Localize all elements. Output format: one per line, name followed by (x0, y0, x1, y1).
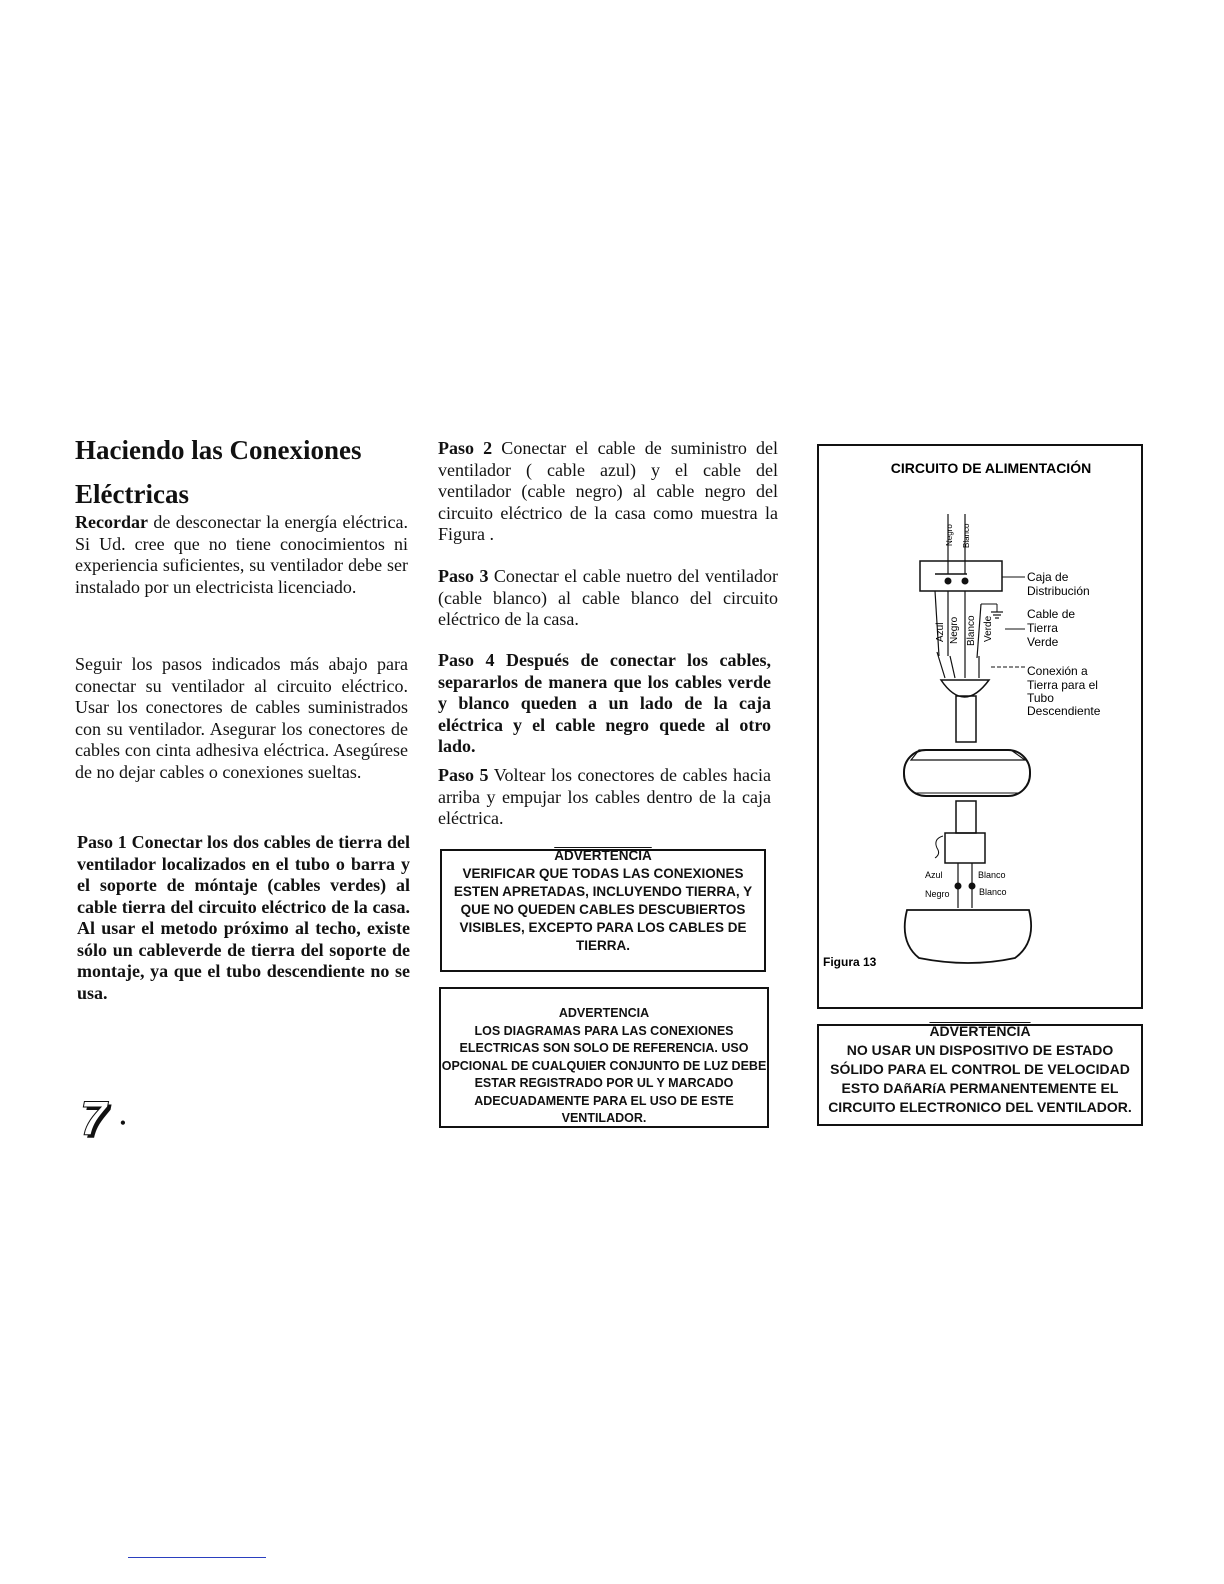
bottom-rule (128, 1557, 266, 1558)
heading-line-2: Eléctricas (75, 479, 189, 509)
step-1-paragraph (77, 832, 410, 1004)
warning-3-text: NO USAR UN DISPOSITIVO DE ESTADO SÓLIDO PARA EL CONTROL DE VELOCIDAD ESTO DAñARíA PERMANENTEMENTE EL CIRCUITO ELECTRONICO DEL VENTILADOR. (828, 1042, 1132, 1115)
page-number-glyph: 7 (80, 1093, 104, 1146)
step-1-text: Conectar los dos cables de tierra del ventilador localizados en el tubo o barra y el soporte de móntaje (cables verdes) al cable tierra del circuito eléctrico de la casa. Al usar el metodo próximo al techo, existe sólo un cableverde de tierra del soporte de montaje, ya que el tubo descendiente no se usa. (77, 832, 410, 1003)
connector-dot-low-1 (955, 883, 962, 890)
label-blanco-low-1: Blanco (978, 870, 1006, 880)
steps-intro-paragraph (75, 654, 408, 783)
light-bowl (905, 910, 1031, 963)
step-3-paragraph (438, 566, 778, 631)
label-verde-v: Verde (983, 615, 994, 642)
connector-dot-1 (945, 578, 952, 585)
warning-2-text: LOS DIAGRAMAS PARA LAS CONEXIONES ELECTRICAS SON SOLO DE REFERENCIA. USO OPCIONAL DE CUALQUIER CONJUNTO DE LUZ DEBE ESTAR REGISTRADO POR UL Y MARCADO ADECUADAMENTE PARA EL USO DE ESTE VENTILADOR. (441, 1023, 767, 1125)
step-4-paragraph (438, 650, 771, 758)
warning-box-solid-state (817, 1024, 1143, 1126)
coil-wire (935, 836, 943, 858)
connector-dot-2 (962, 578, 969, 585)
motor-top (911, 750, 1025, 760)
heading-line-1: Haciendo las Conexiones (75, 435, 362, 465)
label-conexion-2: Tierra para el (1027, 678, 1098, 692)
step-1-lead: Paso 1 (77, 832, 127, 852)
step-3-lead: Paso 3 (438, 566, 489, 586)
light-kit-connector-box (945, 833, 985, 863)
label-conexion-1: Conexión a (1027, 664, 1088, 678)
step-4-lead: Paso 4 (438, 650, 495, 670)
warning-1-text: VERIFICAR QUE TODAS LAS CONEXIONES ESTEN APRETADAS, INCLUYENDO TIERRA, Y QUE NO QUEDEN CABLES DESCUBIERTOS VISIBLES, EXCEPTO PARA LOS CABLES DE TIERRA. (453, 866, 753, 953)
label-caja-2: Distribución (1027, 584, 1090, 598)
label-blanco-v: Blanco (966, 615, 977, 646)
downrod (956, 696, 976, 742)
switch-stem (956, 801, 976, 833)
intro-paragraph (75, 512, 408, 598)
step-2-text: Conectar el cable de suministro del ventilador ( cable azul) y el cable del ventilador (cable negro) al cable negro del circuito eléctrico de la casa como muestra la Figura . (438, 438, 778, 544)
page-dot: • (119, 1113, 127, 1133)
label-negro-v: Negro (949, 616, 960, 644)
connector-dot-low-2 (969, 883, 976, 890)
warning-box-connections (440, 849, 766, 972)
step-5-lead: Paso 5 (438, 765, 489, 785)
label-cable-tierra-3: Verde (1027, 635, 1059, 649)
step-5-paragraph (438, 765, 771, 830)
wiring-diagram-box (817, 444, 1143, 1009)
label-negro-low: Negro (925, 889, 950, 899)
label-conexion-3: Tubo (1027, 691, 1054, 705)
steps-intro-text: Seguir los pasos indicados más abajo para conectar su ventilador al circuito eléctrico. Usar los conectores de cables suministrados con su ventilador. Asegurar los conectores de cables con cinta adhesiva eléctrica. Asegúrese de no dejar cables o conexiones sueltas. (75, 654, 408, 782)
step-2-lead: Paso 2 (438, 438, 493, 458)
step-3-text: Conectar el cable nuetro del ventilador (cable blanco) al cable blanco del circuito eléctrico de la casa. (438, 566, 778, 629)
label-cable-tierra-1: Cable de (1027, 607, 1076, 621)
warning-box-diagrams (439, 987, 769, 1128)
label-blanco-top: Blanco (962, 523, 971, 548)
wiring-diagram (819, 446, 1141, 1007)
step-2-paragraph (438, 438, 778, 546)
figure-caption: Figura 13 (823, 955, 877, 969)
canopy (941, 680, 989, 697)
warning-1-heading: ADVERTENCIA (554, 848, 652, 863)
warning-2-heading: ADVERTENCIA (558, 1006, 650, 1020)
label-azul-v: Azul (935, 622, 946, 642)
label-cable-tierra-2: Tierra (1027, 621, 1058, 635)
step-4-text: Después de conectar los cables, separarlos de manera que los cables verde y blanco queden a un lado de la caja eléctrica y el cable negro quede al otro lado. (438, 650, 772, 756)
label-blanco-low-2: Blanco (979, 887, 1007, 897)
diagram-title: CIRCUITO DE ALIMENTACIÓN (890, 460, 1092, 476)
warning-3-heading: ADVERTENCIA (929, 1023, 1031, 1039)
page-number (80, 1092, 126, 1147)
wires-to-canopy (937, 652, 979, 678)
wire-verde (977, 604, 981, 658)
label-azul-low: Azul (925, 870, 943, 880)
label-conexion-4: Descendiente (1027, 704, 1101, 718)
step-5-text: Voltear los conectores de cables hacia arriba y empujar los cables dentro de la caja eléctrica. (438, 765, 771, 828)
label-negro-top: Negro (945, 524, 954, 546)
label-caja-1: Caja de (1027, 570, 1069, 584)
motor-housing (904, 750, 1030, 796)
distribution-box (920, 561, 1002, 591)
section-heading (75, 428, 415, 516)
recordar-text: de desconectar la energía eléctrica. Si Ud. cree que no tiene conocimientos ni experiencia suficientes, su ventilador debe ser instalado por un electricista licenciado. (75, 512, 408, 597)
recordar-lead: Recordar (75, 512, 148, 532)
